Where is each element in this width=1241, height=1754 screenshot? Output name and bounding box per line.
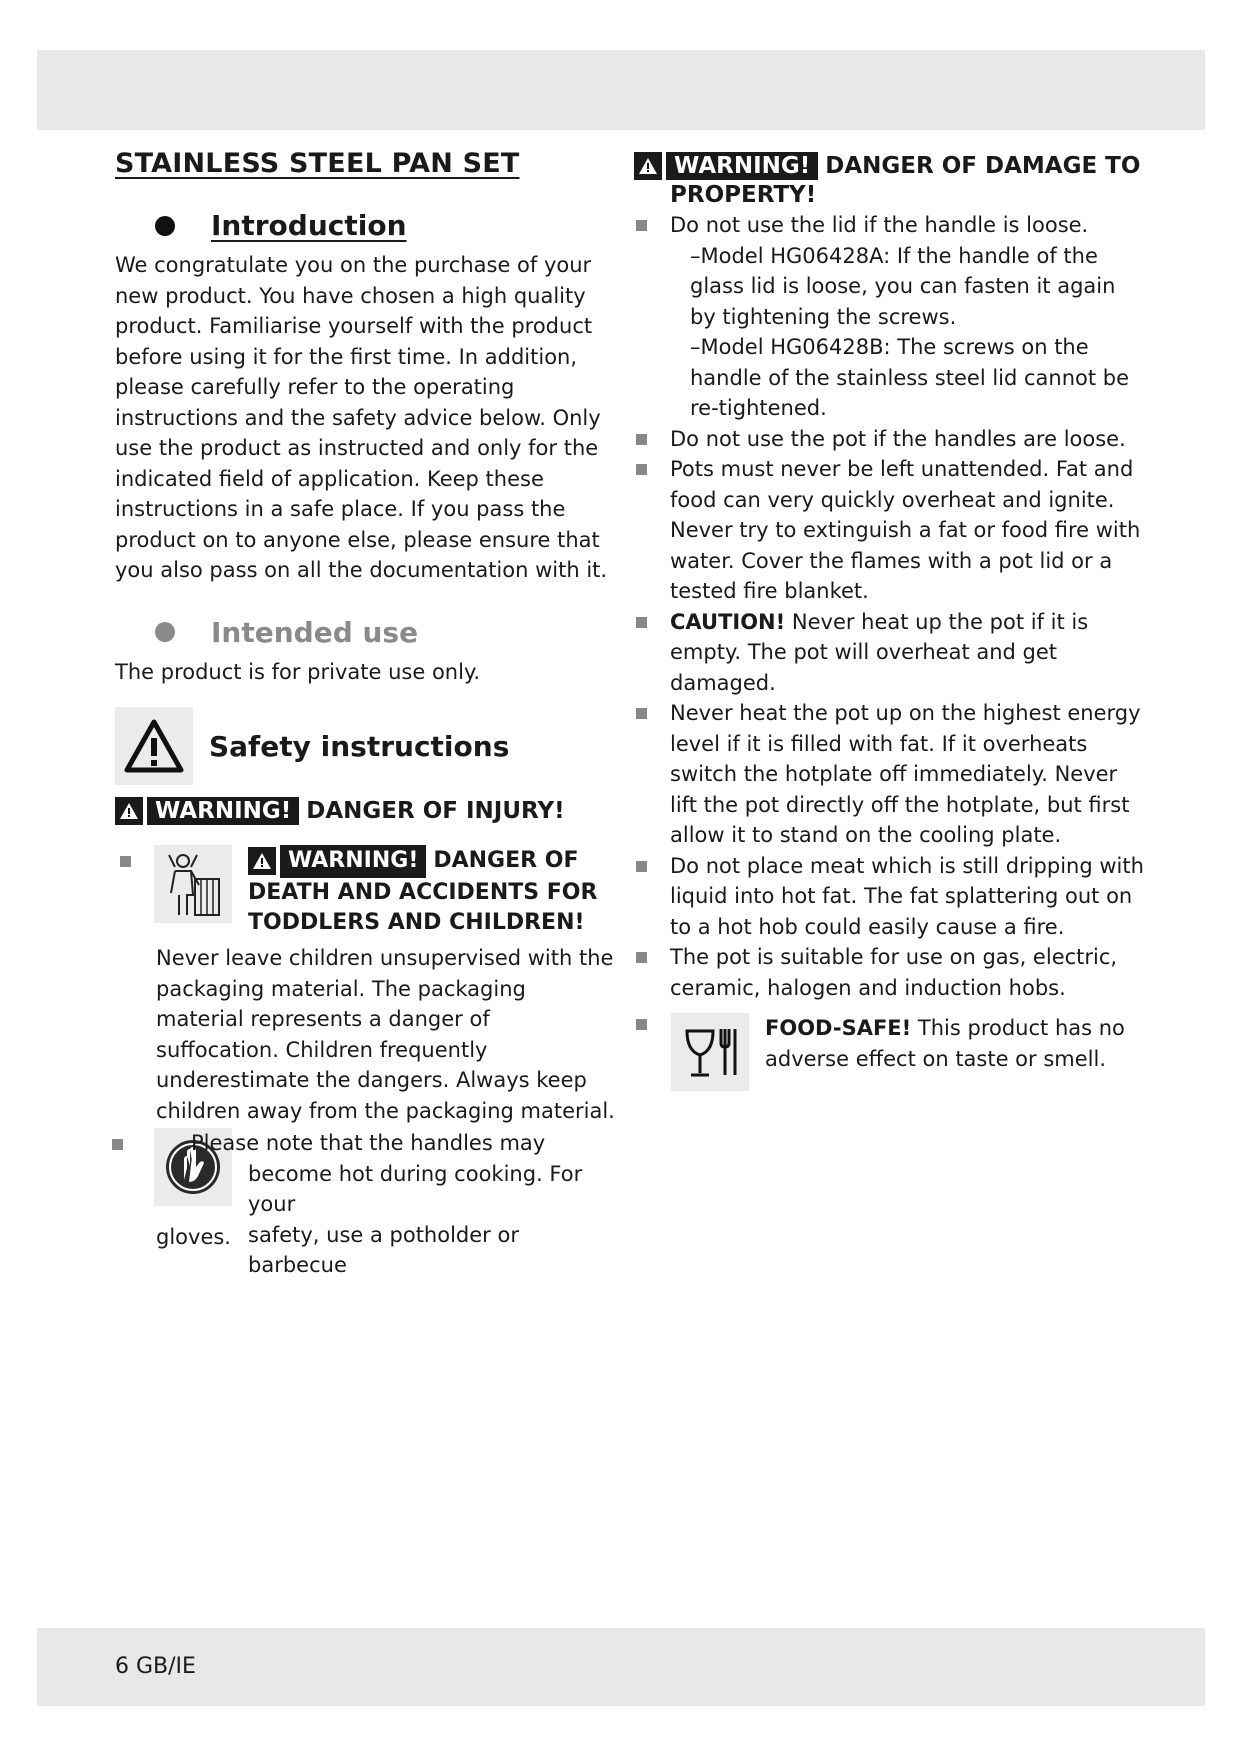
warning-triangle-icon bbox=[115, 707, 193, 785]
list-bullet-icon bbox=[636, 708, 647, 719]
right-column bbox=[634, 150, 1144, 1103]
list-bullet-icon bbox=[636, 220, 647, 231]
children-warning-heading bbox=[248, 845, 597, 939]
caution-label: CAUTION! bbox=[670, 609, 786, 634]
list-item bbox=[634, 454, 1144, 607]
safety-instructions-heading bbox=[115, 707, 615, 785]
list-item-text: The pot is suitable for use on gas, electric, ceramic, halogen and induction hobs. bbox=[670, 945, 1118, 1000]
list-item-text: Never heat up the pot if it is empty. The pot will overheat and get damaged. bbox=[670, 609, 1089, 695]
intended-use-heading-text: Intended use bbox=[211, 615, 419, 649]
header-band bbox=[37, 50, 1205, 130]
bullet-icon bbox=[155, 216, 175, 236]
property-heading-line-1: DANGER OF DAMAGE TO bbox=[825, 153, 1141, 179]
children-heading-line-3: TODDLERS AND CHILDREN! bbox=[248, 910, 585, 935]
food-safe-text bbox=[765, 1013, 1144, 1074]
page-number: 6 GB/IE bbox=[115, 1654, 196, 1679]
list-bullet-icon bbox=[636, 1019, 647, 1030]
warning-icon bbox=[634, 152, 662, 180]
injury-warning-text: DANGER OF INJURY! bbox=[306, 798, 565, 824]
list-bullet-icon bbox=[636, 617, 647, 628]
warning-icon bbox=[248, 847, 276, 875]
list-item-text: Do not place meat which is still dripping with liquid into hot fat. The fat splattering out on to a hot hob could easily cause a fire. bbox=[670, 853, 1144, 939]
list-item bbox=[634, 851, 1144, 943]
list-item-text: Never heat the pot up on the highest energy level if it is filled with fat. If it overheats switch the hotplate off immediately. Never lift the pot directly off the hotplate, but first allow it to stand on the cooling plate. bbox=[670, 701, 1141, 847]
children-warning bbox=[115, 845, 615, 935]
property-warning bbox=[634, 152, 1144, 180]
children-warning-text: Never leave children unsupervised with the packaging material. The packaging material represents a danger of suffocation. Children frequently underestimate the dangers. Always keep children away from the packaging material. bbox=[156, 946, 615, 1123]
handles-hot-line-4: gloves. bbox=[156, 1225, 231, 1249]
children-heading-line-1: DANGER OF bbox=[433, 848, 579, 873]
list-item bbox=[634, 942, 1144, 1003]
left-column bbox=[115, 140, 615, 1277]
list-bullet-icon bbox=[112, 1139, 123, 1150]
injury-warning bbox=[115, 797, 615, 825]
handles-hot-lines bbox=[248, 1159, 615, 1281]
food-safe-icon bbox=[671, 1013, 749, 1091]
list-item bbox=[634, 698, 1144, 851]
introduction-heading-text: Introduction bbox=[211, 209, 407, 242]
warning-badge: WARNING! bbox=[666, 152, 818, 180]
list-item bbox=[634, 210, 1144, 241]
list-bullet-icon bbox=[636, 464, 647, 475]
warning-badge: WARNING! bbox=[147, 797, 299, 825]
warning-icon bbox=[115, 797, 143, 825]
intended-use-text: The product is for private use only. bbox=[115, 659, 481, 684]
bullet-icon bbox=[155, 622, 175, 642]
list-item bbox=[634, 424, 1144, 455]
list-bullet-icon bbox=[636, 952, 647, 963]
model-b-note: –Model HG06428B: The screws on the handle of the stainless steel lid cannot be re-tightened. bbox=[690, 335, 1130, 420]
safety-instructions-title: Safety instructions bbox=[209, 729, 510, 763]
children-heading-line-2: DEATH AND ACCIDENTS FOR bbox=[248, 879, 598, 905]
warning-badge: WARNING! bbox=[280, 845, 426, 878]
introduction-text: We congratulate you on the purchase of your new product. You have chosen a high quality product. Familiarise yourself with the product before using it for the first time. In addition, please carefully refer to the operating instructions and the safety advice below. Only use the product as instructed and only for the indicated field of application. Keep these instructions in a safe place. If you pass the product on to anyone else, please ensure that you also pass on all the documentation with it. bbox=[115, 253, 608, 582]
handles-hot-line-1: Please note that the handles may bbox=[191, 1131, 546, 1155]
handles-hot-note bbox=[115, 1128, 615, 1277]
list-bullet-icon bbox=[636, 434, 647, 445]
property-heading-line-2: PROPERTY! bbox=[670, 182, 817, 208]
footer-band bbox=[37, 1628, 1205, 1706]
list-item-text: Do not use the lid if the handle is loose. bbox=[670, 213, 1089, 237]
list-item-text: Pots must never be left unattended. Fat and food can very quickly overheat and ignite. Never try to extinguish a fat or food fire with water. Cover the flames with a pot lid or a tested fire blanket. bbox=[670, 457, 1141, 603]
document-title: STAINLESS STEEL PAN SET bbox=[115, 148, 520, 179]
food-safe-note bbox=[634, 1013, 1144, 1103]
child-safety-icon bbox=[154, 845, 232, 923]
intended-use-heading bbox=[115, 616, 615, 649]
handles-hot-line-2: become hot during cooking. For your bbox=[248, 1161, 583, 1216]
list-bullet-icon bbox=[120, 856, 131, 867]
model-a-note: –Model HG06428A: If the handle of the glass lid is loose, you can fasten it again by tightening the screws. bbox=[690, 243, 1116, 329]
handles-hot-line-3: safety, use a potholder or barbecue bbox=[248, 1222, 519, 1277]
list-item bbox=[634, 607, 1144, 699]
food-safe-label: FOOD-SAFE! bbox=[765, 1016, 912, 1040]
list-bullet-icon bbox=[636, 861, 647, 872]
food-safe-description: This product has no adverse effect on taste or smell. bbox=[765, 1016, 1125, 1071]
introduction-heading bbox=[115, 209, 615, 242]
list-item-text: Do not use the pot if the handles are loose. bbox=[670, 426, 1126, 451]
